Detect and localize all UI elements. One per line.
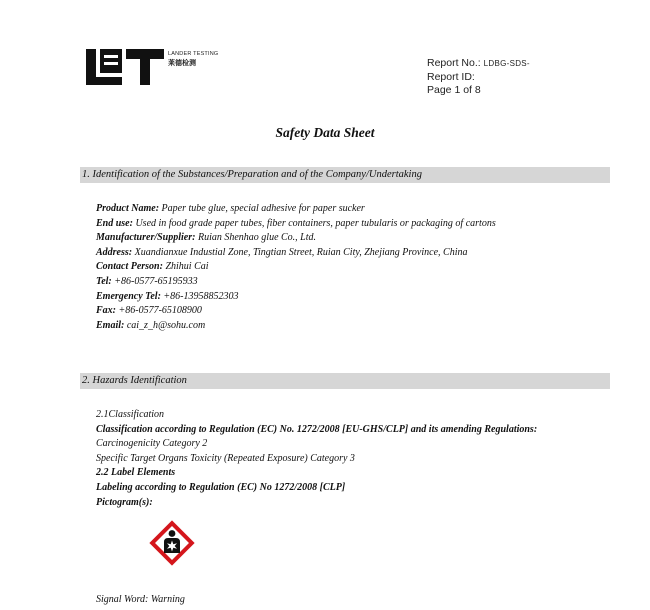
manufacturer: Manufacturer/Supplier: Ruian Shenhao glue Co., Ltd. <box>96 232 317 244</box>
signal-word: Signal Word: Warning <box>96 594 185 605</box>
report-no-label: Report No.: <box>427 57 481 69</box>
end-use: End use: Used in food grade paper tubes, fiber containers, paper tubularis or packaging of cartons <box>96 217 496 229</box>
logo-english-text: LANDER TESTING <box>168 51 219 57</box>
classification-stot: Specific Target Organs Toxicity (Repeated Exposure) Category 3 <box>96 452 355 464</box>
product-name: Product Name: Paper tube glue, special adhesive for paper sucker <box>96 203 365 214</box>
section-2-body <box>96 408 537 510</box>
pictogram-label: Pictogram(s): <box>96 496 153 508</box>
health-hazard-pictogram-icon <box>149 520 195 566</box>
section-1-heading: 1. Identification of the Substances/Preparation and of the Company/Undertaking <box>80 167 610 183</box>
report-info <box>427 57 530 98</box>
page-indicator: Page 1 of 8 <box>427 84 481 96</box>
logo-chinese-text: 莱德检测 <box>168 59 196 67</box>
tel: Tel: +86-0577-65195933 <box>96 275 198 287</box>
section-2-heading: 2. Hazards Identification <box>80 373 610 389</box>
email: Email: cai_z_h@sohu.com <box>96 319 206 331</box>
report-no-value: LDBG-SDS- <box>483 59 530 68</box>
contact-person: Contact Person: Zhihui Cai <box>96 261 209 273</box>
report-id: Report ID: <box>427 70 475 83</box>
emergency-tel: Emergency Tel: +86-13958852303 <box>96 290 239 302</box>
document-title: Safety Data Sheet <box>275 125 375 140</box>
logo-lt-mark-icon <box>82 46 166 88</box>
classification-title: 2.1Classification <box>96 409 165 420</box>
address: Address: Xuandianxue Industial Zone, Tingtian Street, Ruian City, Zhejiang Province, China <box>96 246 468 258</box>
label-elements-title: 2.2 Label Elements <box>96 467 176 479</box>
classification-carcinogenicity: Carcinogenicity Category 2 <box>96 438 208 450</box>
classification-rule: Classification according to Regulation (EC) No. 1272/2008 [EU-GHS/CLP] and its amending Regulations: <box>96 423 538 435</box>
lander-testing-logo <box>82 46 232 88</box>
fax: Fax: +86-0577-65108900 <box>96 305 202 317</box>
section-1-body <box>96 202 496 333</box>
labeling-rule: Labeling according to Regulation (EC) No 1272/2008 [CLP] <box>96 481 346 493</box>
